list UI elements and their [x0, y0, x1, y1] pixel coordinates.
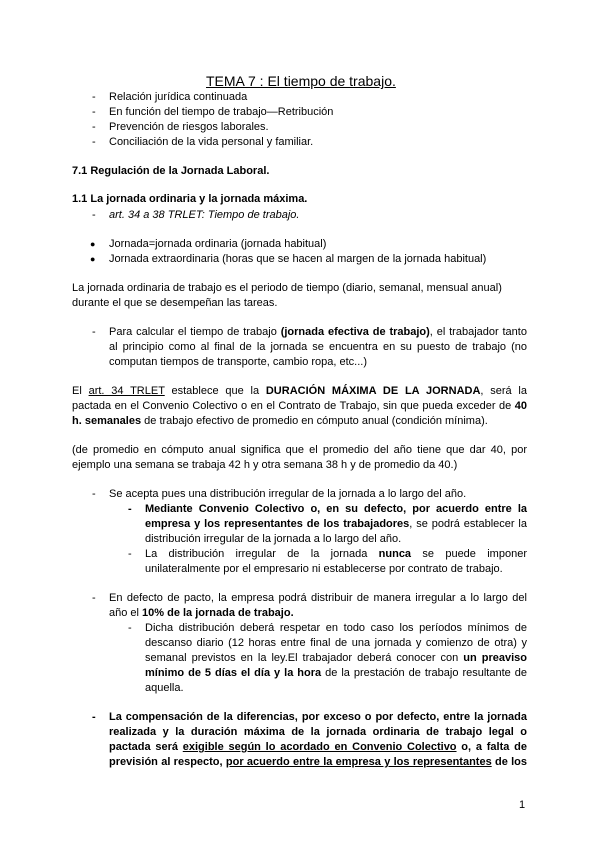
bullet-icon: ● [90, 239, 96, 249]
dash-marker: - [92, 121, 96, 133]
calc-line-1: Para calcular el tiempo de trabajo (jornada efectiva de trabajo), el trabajador tanto [109, 326, 527, 338]
intro-item: En función del tiempo de trabajo—Retribución [109, 106, 334, 118]
dash-marker: - [92, 488, 96, 500]
dash-marker: - [92, 106, 96, 118]
pacto-sub-line-3: semanal previstos en la ley.El trabajador deberá conocer con un preaviso [145, 652, 527, 664]
irregular-sub2-line-2: unilateralmente por el empresario ni establecerse por contrato de trabajo. [145, 563, 503, 575]
pacto-sub-line-2: descanso diario (12 horas entre final de una jornada y comienzo de otra) y [145, 637, 527, 649]
compensacion-line-3: pactada será exigible según lo acordado en Convenio Colectivo o, a falta de [109, 741, 527, 753]
dash-marker: - [128, 548, 132, 560]
art34-line-2: pactada en el Convenio Colectivo o en el Contrato de Trabajo, sin que pueda exceder de 40 [72, 400, 527, 412]
pacto-line-2: año el 10% de la jornada de trabajo. [109, 607, 294, 619]
dash-marker: - [92, 136, 96, 148]
dash-marker: - [128, 503, 132, 515]
definition-line: La jornada ordinaria de trabajo es el periodo de tiempo (diario, semanal, mensual anual) [72, 282, 502, 294]
pacto-sub-line-5: aquella. [145, 682, 184, 694]
irregular-sub1-line-3: distribución irregular de la jornada a lo largo del año. [145, 533, 402, 545]
irregular-sub2-line-1: La distribución irregular de la jornada nunca se puede imponer [145, 548, 527, 560]
page-number: 1 [519, 799, 526, 811]
intro-item: Relación jurídica continuada [109, 91, 248, 103]
dash-marker: - [128, 622, 132, 634]
section-heading-1-1: 1.1 La jornada ordinaria y la jornada máxima. [72, 193, 308, 205]
pacto-sub-line-1: Dicha distribución deberá respetar en todo caso los períodos mínimos de [145, 622, 527, 634]
irregular-sub1-line-2: empresa y los representantes de los trabajadores, se podrá establecer la [145, 518, 527, 530]
pacto-sub-line-4: mínimo de 5 días el día y la hora de la prestación de trabajo resultante de [145, 667, 527, 679]
promedio-line-2: ejemplo una semana se trabaja 42 h y otra semana 38 h y de promedio da 40.) [72, 459, 458, 471]
bullet-item: Jornada=jornada ordinaria (jornada habitual) [109, 238, 327, 250]
page-title: TEMA 7 : El tiempo de trabajo. [206, 73, 396, 89]
dash-marker: - [92, 326, 96, 338]
art34-line-3: h. semanales de trabajo efectivo de promedio en cómputo anual (condición mínima). [72, 415, 488, 427]
intro-item: Prevención de riesgos laborales. [109, 121, 269, 133]
bullet-icon: ● [90, 254, 96, 264]
art34-line-1: El art. 34 TRLET establece que la DURACIÓN MÁXIMA DE LA JORNADA, será la [72, 385, 527, 397]
dash-marker: - [92, 91, 96, 103]
section-heading-7-1: 7.1 Regulación de la Jornada Laboral. [72, 165, 270, 177]
dash-marker: - [92, 592, 96, 604]
pacto-line-1: En defecto de pacto, la empresa podrá distribuir de manera irregular a lo largo del [109, 592, 527, 604]
compensacion-line-1: La compensación de la diferencias, por exceso o por defecto, entre la jornada [109, 711, 527, 723]
intro-item: Conciliación de la vida personal y familiar. [109, 136, 314, 148]
irregular-sub1-line-1: Mediante Convenio Colectivo o, en su defecto, por acuerdo entre la [145, 503, 527, 515]
compensacion-line-4: previsión al respecto, por acuerdo entre la empresa y los representantes de los [109, 756, 528, 768]
article-reference: art. 34 a 38 TRLET: Tiempo de trabajo. [109, 209, 300, 221]
calc-line-3: computan tiempos de transporte, cambio ropa, etc...) [109, 356, 368, 368]
compensacion-line-2: realizada y la duración máxima de la jornada ordinaria de trabajo legal o [109, 726, 527, 738]
definition-line: durante el que se desempeñan las tareas. [72, 297, 278, 309]
bullet-item: Jornada extraordinaria (horas que se hacen al margen de la jornada habitual) [109, 253, 487, 265]
dash-marker: - [92, 711, 96, 723]
irregular-line-1: Se acepta pues una distribución irregular de la jornada a lo largo del año. [109, 488, 467, 500]
calc-line-2: al principio como al final de la jornada se encuentra en su puesto de trabajo (no [109, 341, 527, 353]
dash-marker: - [92, 209, 96, 221]
promedio-line-1: (de promedio en cómputo anual significa que el promedio del año tiene que dar 40, por [72, 444, 527, 456]
